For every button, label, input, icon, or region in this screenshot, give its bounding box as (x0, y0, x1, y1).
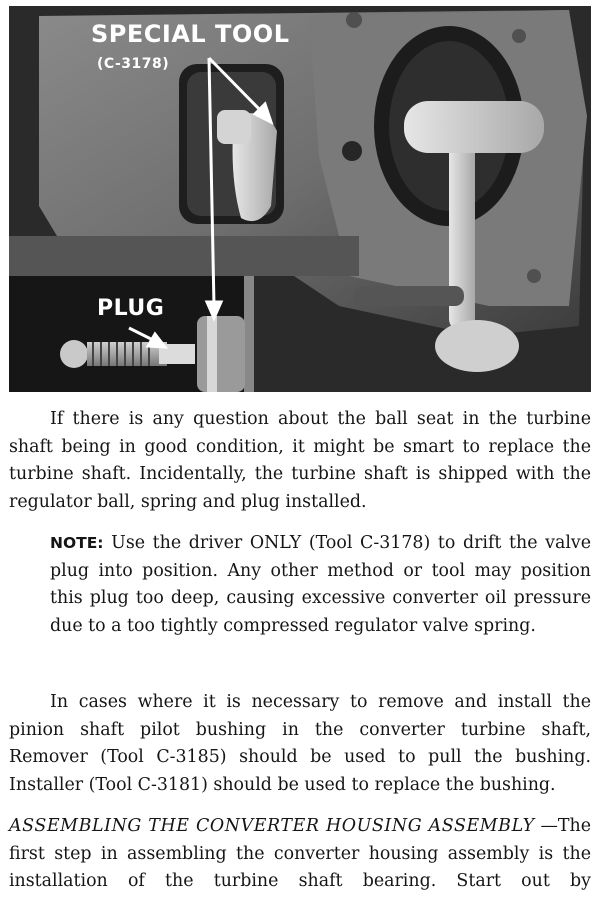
section-text: —The first step in assembling the converter housing assembly is the installation of the turbine shaft bearing. Start out by (9, 816, 591, 891)
section-assembling (9, 813, 591, 896)
section-heading: ASSEMBLING THE CONVERTER HOUSING ASSEMBLY (9, 816, 535, 836)
photo-converter-housing (9, 6, 591, 392)
special-tool-label: SPECIAL TOOL (91, 20, 290, 48)
note-label: NOTE: (50, 534, 104, 552)
paragraph-turbine-shaft (9, 406, 591, 516)
note-block (50, 530, 591, 640)
paragraph-pilot-bushing (9, 689, 591, 799)
paragraph-turbine-shaft-text: If there is any question about the ball seat in the turbine shaft being in good condition, it might be smart to replace the turbine shaft. Incidentally, the turbine shaft is shipped with the regulator ball, spring and plug installed. (9, 409, 591, 512)
plug-label: PLUG (97, 296, 165, 321)
paragraph-pilot-bushing-text: In cases where it is necessary to remove and install the pinion shaft pilot bushing in the converter turbine shaft, Remover (Tool C-3185) should be used to pull the bushing. Installer (Tool C-3181) should be used to replace the bushing. (9, 692, 591, 795)
note-text: Use the driver ONLY (Tool C-3178) to drift the valve plug into position. Any other method or tool may position this plug too deep, causing excessive converter oil pressure due to a too tightly compressed regulator valve spring. (50, 533, 592, 636)
tool-part-number-label: (C-3178) (97, 56, 170, 72)
